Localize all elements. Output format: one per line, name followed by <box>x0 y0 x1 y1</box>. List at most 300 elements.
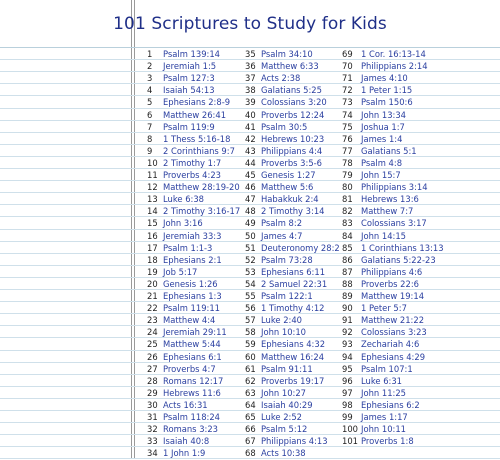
page-title: 101 Scriptures to Study for Kids <box>113 14 387 34</box>
scripture-reference: Proverbs 19:17 <box>261 375 325 386</box>
list-item <box>245 157 322 170</box>
scripture-reference: Romans 3:23 <box>163 424 218 435</box>
list-item <box>147 181 240 194</box>
scripture-reference: Galatians 5:22-23 <box>361 254 436 265</box>
item-number: 66 <box>245 424 256 435</box>
item-number: 37 <box>245 73 256 84</box>
list-item <box>342 363 413 376</box>
item-number: 20 <box>147 278 158 289</box>
scripture-reference: Zechariah 4:6 <box>361 339 420 350</box>
item-number: 101 <box>342 436 358 447</box>
scripture-reference: Psalm 5:12 <box>261 424 308 435</box>
scripture-reference: Luke 6:31 <box>361 375 402 386</box>
list-item <box>147 290 222 303</box>
item-number: 27 <box>147 363 158 374</box>
item-number: 40 <box>245 109 256 120</box>
item-number: 73 <box>342 97 353 108</box>
scripture-reference: Jeremiah 29:11 <box>163 327 227 338</box>
list-item <box>342 60 428 73</box>
item-number: 19 <box>147 266 158 277</box>
list-item <box>147 96 230 109</box>
scripture-reference: Jeremiah 1:5 <box>163 61 217 72</box>
scripture-reference: 2 Corinthians 9:7 <box>163 145 235 156</box>
scripture-reference: Hebrews 10:23 <box>261 133 325 144</box>
item-number: 69 <box>342 49 353 59</box>
scripture-reference: Luke 6:38 <box>163 194 204 205</box>
list-item <box>245 205 324 218</box>
list-item <box>245 290 313 303</box>
scripture-reference: Matthew 4:4 <box>163 315 216 326</box>
scripture-reference: Hebrews 11:6 <box>163 387 221 398</box>
scripture-reference: Luke 2:40 <box>261 315 302 326</box>
item-number: 89 <box>342 291 353 301</box>
list-item <box>342 181 428 194</box>
list-item <box>147 314 215 327</box>
item-number: 47 <box>245 194 256 205</box>
scripture-reference: Philippians 4:6 <box>361 266 423 277</box>
list-item <box>245 48 313 61</box>
list-item <box>245 411 302 424</box>
item-number: 54 <box>245 278 256 289</box>
scripture-reference: Psalm 91:11 <box>261 363 313 374</box>
item-number: 42 <box>245 133 256 144</box>
item-number: 70 <box>342 61 353 72</box>
list-item <box>147 217 203 230</box>
item-number: 53 <box>245 266 256 277</box>
list-item <box>147 242 212 255</box>
item-number: 46 <box>245 182 256 193</box>
item-number: 85 <box>342 242 353 253</box>
scripture-reference: Ephesians 6:1 <box>163 351 222 362</box>
item-number: 86 <box>342 254 353 265</box>
item-number: 6 <box>147 109 153 120</box>
scripture-reference: James 1:4 <box>361 133 403 144</box>
list-item <box>245 181 313 194</box>
list-item <box>245 363 313 376</box>
item-number: 83 <box>342 218 353 229</box>
item-number: 25 <box>147 339 158 350</box>
scripture-reference: Matthew 28:19-20 <box>163 182 240 193</box>
list-item <box>147 84 215 97</box>
item-number: 18 <box>147 254 158 265</box>
item-number: 79 <box>342 170 353 180</box>
scripture-reference: Psalm 118:24 <box>163 412 221 422</box>
list-item <box>147 338 221 351</box>
item-number: 12 <box>147 182 158 193</box>
list-item <box>147 375 223 388</box>
item-number: 100 <box>342 424 358 435</box>
item-number: 8 <box>147 133 153 144</box>
item-number: 29 <box>147 387 158 398</box>
item-number: 16 <box>147 230 158 241</box>
list-item <box>342 84 412 97</box>
item-number: 5 <box>147 97 153 108</box>
item-number: 97 <box>342 387 353 398</box>
item-number: 57 <box>245 315 256 326</box>
list-item <box>147 133 230 146</box>
list-item <box>245 338 325 351</box>
item-number: 71 <box>342 73 353 84</box>
list-item <box>342 423 406 436</box>
item-number: 60 <box>245 351 256 362</box>
item-number: 33 <box>147 436 158 447</box>
scripture-reference: Psalm 150:6 <box>361 97 413 108</box>
scripture-reference: 2 Timothy 1:7 <box>163 157 222 168</box>
scripture-reference: Isaiah 40:8 <box>163 436 210 447</box>
item-number: 7 <box>147 121 153 132</box>
list-item <box>245 109 324 122</box>
scripture-reference: John 3:16 <box>163 218 203 229</box>
scripture-reference: Psalm 8:2 <box>261 218 303 229</box>
list-item <box>245 351 324 364</box>
list-item <box>342 411 408 424</box>
list-item <box>245 375 324 388</box>
list-item <box>342 145 417 158</box>
scripture-reference: Proverbs 4:23 <box>163 170 221 180</box>
item-number: 51 <box>245 242 256 253</box>
item-number: 10 <box>147 157 158 168</box>
item-number: 55 <box>245 291 256 301</box>
scripture-reference: Luke 2:52 <box>261 412 302 422</box>
item-number: 90 <box>342 303 353 314</box>
list-item <box>147 254 222 267</box>
scripture-reference: Habakkuk 2:4 <box>261 194 319 205</box>
list-item <box>147 169 221 182</box>
list-item <box>147 351 222 364</box>
scripture-reference: Ephesians 6:2 <box>361 399 420 410</box>
scripture-reference: Psalm 34:10 <box>261 49 313 59</box>
scripture-reference: Psalm 122:1 <box>261 291 313 301</box>
item-number: 68 <box>245 448 256 459</box>
item-number: 17 <box>147 242 158 253</box>
scripture-reference: John 10:10 <box>261 327 307 338</box>
item-number: 98 <box>342 399 353 410</box>
item-number: 95 <box>342 363 353 374</box>
list-item <box>147 48 220 61</box>
list-item <box>147 230 221 243</box>
scripture-reference: Matthew 7:7 <box>361 206 414 217</box>
list-item <box>147 435 209 448</box>
scripture-reference: 1 Peter 5:7 <box>361 303 407 314</box>
list-item <box>342 399 420 412</box>
list-item <box>245 326 306 339</box>
item-number: 96 <box>342 375 353 386</box>
scripture-reference: Psalm 30:5 <box>261 121 308 132</box>
scripture-reference: Genesis 1:27 <box>261 170 316 180</box>
list-item <box>245 145 322 158</box>
list-item <box>147 266 197 279</box>
item-number: 4 <box>147 85 153 96</box>
list-item <box>245 96 327 109</box>
list-item <box>342 242 444 255</box>
scripture-reference: Isaiah 40:29 <box>261 399 313 410</box>
scripture-reference: Psalm 119:11 <box>163 303 221 314</box>
list-item <box>147 72 215 85</box>
list-item <box>342 278 419 291</box>
scripture-reference: Ephesians 1:3 <box>163 291 222 301</box>
scripture-reference: Acts 2:38 <box>261 73 301 84</box>
scripture-reference: Matthew 5:6 <box>261 182 314 193</box>
scripture-reference: Proverbs 12:24 <box>261 109 325 120</box>
scripture-reference: Colossians 3:20 <box>261 97 327 108</box>
list-item <box>245 387 306 400</box>
list-item <box>342 338 419 351</box>
item-number: 67 <box>245 436 256 447</box>
item-number: 52 <box>245 254 256 265</box>
item-number: 44 <box>245 157 256 168</box>
scripture-reference: John 15:7 <box>361 170 401 180</box>
scripture-reference: 1 Thess 5:16-18 <box>163 133 231 144</box>
scripture-reference: Philippians 3:14 <box>361 182 428 193</box>
list-item <box>342 193 419 206</box>
item-number: 92 <box>342 327 353 338</box>
list-item <box>245 217 302 230</box>
list-item <box>245 266 325 279</box>
scripture-reference: Colossians 3:17 <box>361 218 427 229</box>
item-number: 78 <box>342 157 353 168</box>
list-item <box>342 314 424 327</box>
scripture-reference: Matthew 6:33 <box>261 61 319 72</box>
scripture-reference: James 4:7 <box>261 230 303 241</box>
item-number: 26 <box>147 351 158 362</box>
list-item <box>342 217 427 230</box>
scripture-reference: 1 Corinthians 13:13 <box>361 242 444 253</box>
list-item <box>342 230 406 243</box>
list-item <box>342 72 408 85</box>
list-item <box>342 326 427 339</box>
item-number: 2 <box>147 61 153 72</box>
item-number: 35 <box>245 49 256 59</box>
item-number: 32 <box>147 424 158 435</box>
list-item <box>245 60 319 73</box>
item-number: 41 <box>245 121 256 132</box>
list-item <box>245 72 300 85</box>
list-item <box>342 266 422 279</box>
list-item <box>342 109 406 122</box>
list-item <box>147 278 218 291</box>
item-number: 64 <box>245 399 256 410</box>
scripture-reference: 2 Samuel 22:31 <box>261 278 328 289</box>
list-item <box>147 205 240 218</box>
scripture-reference: Deuteronomy 28:2 <box>261 242 340 253</box>
scripture-reference: Ephesians 4:29 <box>361 351 426 362</box>
list-item <box>342 157 402 170</box>
list-item <box>245 423 307 436</box>
scripture-reference: 1 Cor. 16:13-14 <box>361 49 426 59</box>
scripture-reference: Proverbs 4:7 <box>163 363 216 374</box>
scripture-reference: Joshua 1:7 <box>361 121 405 132</box>
item-number: 13 <box>147 194 158 205</box>
item-number: 81 <box>342 194 353 205</box>
list-item <box>147 387 221 400</box>
list-item <box>245 399 313 412</box>
list-item <box>342 375 402 388</box>
list-item <box>147 157 221 170</box>
list-item <box>147 302 220 315</box>
item-number: 23 <box>147 315 158 326</box>
item-number: 34 <box>147 448 158 459</box>
list-item <box>147 411 220 424</box>
scripture-reference: 2 Timothy 3:16-17 <box>163 206 241 217</box>
list-item <box>342 435 414 448</box>
scripture-reference: Philippians 4:4 <box>261 145 323 156</box>
item-number: 99 <box>342 412 353 422</box>
list-item <box>342 254 436 267</box>
list-item <box>342 48 426 61</box>
scripture-reference: Matthew 21:22 <box>361 315 425 326</box>
scripture-reference: Psalm 107:1 <box>361 363 413 374</box>
list-item <box>245 314 302 327</box>
list-item <box>147 399 208 412</box>
item-number: 74 <box>342 109 353 120</box>
list-item <box>245 447 306 460</box>
item-number: 3 <box>147 73 153 84</box>
scripture-reference: Psalm 127:3 <box>163 73 215 84</box>
scripture-reference: Galatians 5:25 <box>261 85 322 96</box>
list-item <box>245 242 340 255</box>
scripture-reference: John 13:34 <box>361 109 407 120</box>
list-item <box>342 387 406 400</box>
scripture-reference: John 14:15 <box>361 230 407 241</box>
item-number: 36 <box>245 61 256 72</box>
scripture-reference: 1 Peter 1:15 <box>361 85 413 96</box>
list-item <box>147 363 216 376</box>
list-item <box>342 169 401 182</box>
scripture-reference: 2 Timothy 3:14 <box>261 206 325 217</box>
list-item <box>342 121 405 134</box>
list-item <box>147 193 204 206</box>
item-number: 30 <box>147 399 158 410</box>
scripture-reference: Proverbs 1:8 <box>361 436 414 447</box>
scripture-reference: Proverbs 22:6 <box>361 278 419 289</box>
item-number: 93 <box>342 339 353 350</box>
list-item <box>245 121 307 134</box>
scripture-reference: Acts 10:38 <box>261 448 306 459</box>
item-number: 80 <box>342 182 353 193</box>
scripture-reference: Romans 12:17 <box>163 375 224 386</box>
item-number: 84 <box>342 230 353 241</box>
item-number: 14 <box>147 206 158 217</box>
scripture-reference: Jeremiah 33:3 <box>163 230 222 241</box>
list-item <box>245 84 322 97</box>
item-number: 21 <box>147 291 158 301</box>
item-number: 62 <box>245 375 256 386</box>
item-number: 50 <box>245 230 256 241</box>
scripture-reference: Colossians 3:23 <box>361 327 427 338</box>
item-number: 1 <box>147 49 153 59</box>
list-item <box>342 205 413 218</box>
item-number: 11 <box>147 170 158 180</box>
scripture-reference: Psalm 4:8 <box>361 157 403 168</box>
list-item <box>147 121 215 134</box>
item-number: 63 <box>245 387 256 398</box>
list-item <box>147 145 235 158</box>
item-number: 88 <box>342 278 353 289</box>
scripture-reference: Job 5:17 <box>163 266 198 277</box>
item-number: 48 <box>245 206 256 217</box>
list-item <box>245 278 327 291</box>
item-number: 59 <box>245 339 256 350</box>
scripture-reference: Ephesians 4:32 <box>261 339 326 350</box>
list-item <box>245 435 328 448</box>
list-item <box>342 351 425 364</box>
item-number: 15 <box>147 218 158 229</box>
scripture-reference: 1 Timothy 4:12 <box>261 303 325 314</box>
list-item <box>245 254 313 267</box>
scripture-reference: Psalm 1:1-3 <box>163 242 213 253</box>
list-item <box>342 96 413 109</box>
scripture-reference: 1 John 1:9 <box>163 448 206 459</box>
list-item <box>342 290 424 303</box>
list-item <box>342 133 402 146</box>
item-number: 75 <box>342 121 353 132</box>
item-number: 94 <box>342 351 353 362</box>
scripture-reference: John 10:11 <box>361 424 407 435</box>
item-number: 61 <box>245 363 256 374</box>
scripture-reference: James 1:17 <box>361 412 408 422</box>
list-item <box>147 447 205 460</box>
item-number: 77 <box>342 145 353 156</box>
scripture-reference: Psalm 73:28 <box>261 254 313 265</box>
scripture-reference: Ephesians 2:1 <box>163 254 222 265</box>
scripture-reference: Isaiah 54:13 <box>163 85 215 96</box>
item-number: 91 <box>342 315 353 326</box>
list-item <box>245 193 319 206</box>
list-item <box>147 326 227 339</box>
item-number: 39 <box>245 97 256 108</box>
scripture-reference: Philippians 4:13 <box>261 436 328 447</box>
scripture-reference: John 10:27 <box>261 387 307 398</box>
list-item <box>147 423 218 436</box>
scripture-reference: Psalm 119:9 <box>163 121 215 132</box>
scripture-reference: Matthew 5:44 <box>163 339 221 350</box>
item-number: 45 <box>245 170 256 180</box>
scripture-reference: Proverbs 3:5-6 <box>261 157 323 168</box>
item-number: 58 <box>245 327 256 338</box>
item-number: 72 <box>342 85 353 96</box>
scripture-reference: James 4:10 <box>361 73 408 84</box>
scripture-reference: Galatians 5:1 <box>361 145 417 156</box>
list-item <box>245 302 324 315</box>
item-number: 28 <box>147 375 158 386</box>
item-number: 22 <box>147 303 158 314</box>
list-item <box>147 60 216 73</box>
scripture-reference: Ephesians 2:8-9 <box>163 97 231 108</box>
scripture-reference: Matthew 26:41 <box>163 109 227 120</box>
list-item <box>245 133 324 146</box>
scripture-reference: John 11:25 <box>361 387 407 398</box>
item-number: 49 <box>245 218 256 229</box>
item-number: 38 <box>245 85 256 96</box>
item-number: 31 <box>147 412 158 422</box>
scripture-reference: Hebrews 13:6 <box>361 194 419 205</box>
scripture-reference: Ephesians 6:11 <box>261 266 326 277</box>
item-number: 87 <box>342 266 353 277</box>
item-number: 65 <box>245 412 256 422</box>
scripture-reference: Acts 16:31 <box>163 399 208 410</box>
list-item <box>147 109 226 122</box>
scripture-reference: Psalm 139:14 <box>163 49 221 59</box>
item-number: 76 <box>342 133 353 144</box>
list-item <box>245 169 316 182</box>
scripture-reference: Matthew 16:24 <box>261 351 325 362</box>
item-number: 82 <box>342 206 353 217</box>
item-number: 24 <box>147 327 158 338</box>
item-number: 9 <box>147 145 153 156</box>
item-number: 43 <box>245 145 256 156</box>
item-number: 56 <box>245 303 256 314</box>
list-item <box>245 230 302 243</box>
